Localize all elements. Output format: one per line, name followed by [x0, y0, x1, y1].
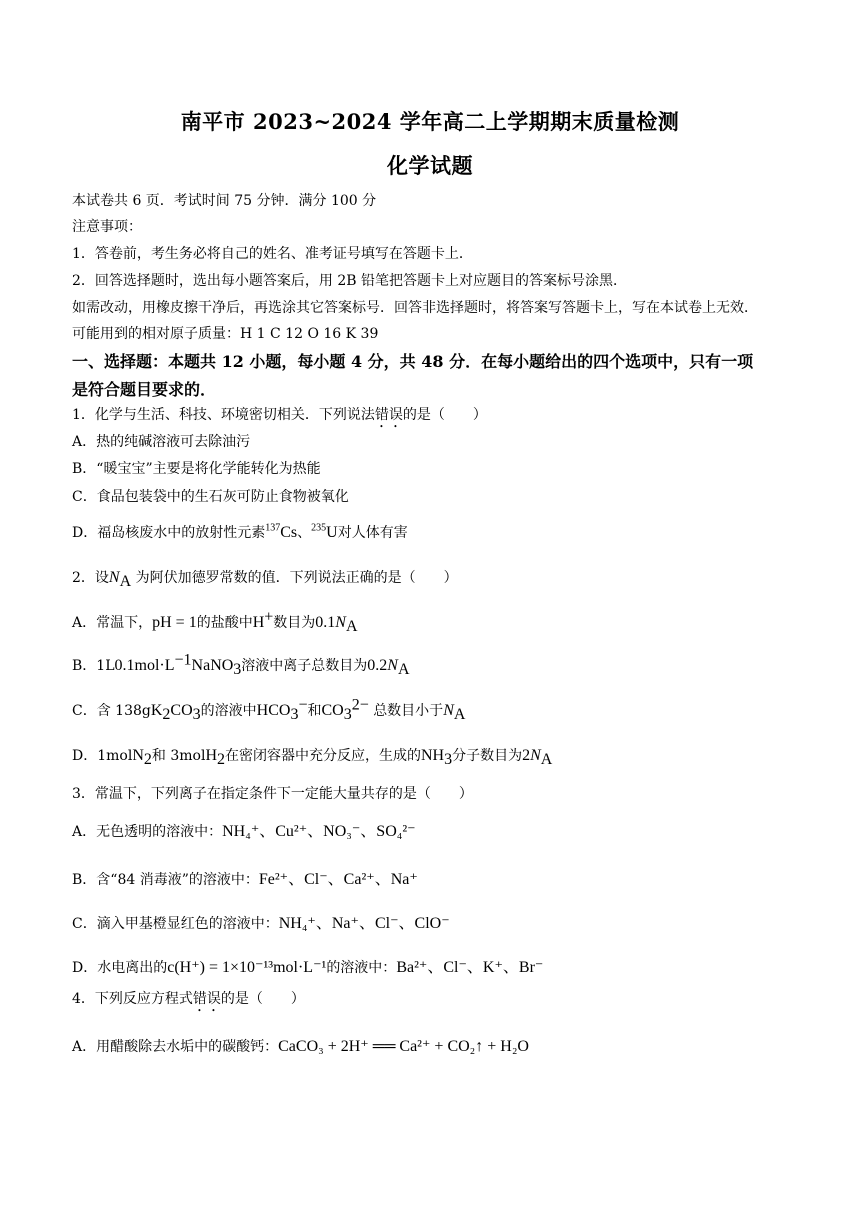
section-heading-line2: 是符合题目要求的．: [72, 380, 217, 399]
question-3-option-b: B．含“84 消毒液”的溶液中：Fe²⁺、Cl⁻、Ca²⁺、Na⁺: [72, 871, 418, 888]
question-4-option-a: A．用醋酸除去水垢中的碳酸钙：CaCO₃ + 2H⁺ ══ Ca²⁺ + CO₂↑ + H₂O: [72, 1038, 529, 1055]
question-4-stem: 4．下列反应方程式错误的是（ ）: [72, 991, 305, 1007]
notice-title: 注意事项：: [72, 219, 142, 235]
question-2-option-a: A．常温下，pH = 1的盐酸中H+数目为$0.1N_A$: [72, 608, 358, 635]
question-3-option-c: C．滴入甲基橙显红色的溶液中：NH₄⁺、Na⁺、Cl⁻、ClO⁻: [72, 915, 450, 932]
exam-subtitle: 化学试题: [387, 153, 473, 178]
emphasis-mark: 错误: [192, 991, 221, 1007]
section-heading-line1: 一、选择题：本题共 12 小题，每小题 4 分，共 48 分．在每小题给出的四个选项中，只有一项: [72, 352, 754, 371]
question-2-option-d: D．1molN$_2$和 3molH$_2$在密闭容器中充分反应，生成的$NH_3$分子数目为$2N_A$: [72, 747, 553, 768]
emphasis-mark: 错误: [374, 407, 403, 423]
question-3-stem: 3．常温下，下列离子在指定条件下一定能大量共存的是（ ）: [72, 786, 473, 802]
exam-info: 本试卷共 6 页．考试时间 75 分钟．满分 100 分: [72, 193, 377, 209]
notice-1: 1．答卷前，考生务必将自己的姓名、准考证号填写在答题卡上．: [72, 246, 473, 262]
question-1-option-a: A．热的纯碱溶液可去除油污: [72, 434, 251, 450]
notice-2: 2．回答选择题时，选出每小题答案后，用 2B 铅笔把答题卡上对应题目的答案标号涂黑．: [72, 273, 628, 289]
question-2-option-c: C．含 $138gK_2CO_3$的溶液中$HCO_3^-$和$CO_3^{2-}$ 总数目小于$N_A$: [72, 696, 466, 723]
exam-title: 南平市 2023~2024 学年高二上学期期末质量检测: [180, 109, 680, 134]
question-1-option-c: C．食品包装袋中的生石灰可防止食物被氧化: [72, 489, 349, 505]
question-1-stem: 1．化学与生活、科技、环境密切相关．下列说法错误的是（ ）: [72, 407, 487, 423]
question-2-stem: 2．设$N_A$ 为阿伏加德罗常数的值．下列说法正确的是（ ）: [72, 569, 458, 590]
question-3-option-d: D．水电离出的c(H⁺) = 1×10⁻¹³mol·L⁻¹的溶液中：Ba²⁺、Cl⁻、K⁺、Br⁻: [72, 959, 544, 976]
question-3-option-a: A．无色透明的溶液中：NH₄⁺、Cu²⁺、NO₃⁻、SO₄²⁻: [72, 823, 416, 840]
notice-3: 如需改动，用橡皮擦干净后，再选涂其它答案标号．回答非选择题时，将答案写答题卡上，写在本试卷上无效．: [72, 300, 758, 316]
question-1-option-d: D．福岛核废水中的放射性元素$^{137}$Cs、$^{235}$U对人体有害: [72, 522, 408, 541]
question-1-option-b: B．“暖宝宝”主要是将化学能转化为热能: [72, 461, 321, 477]
question-2-option-b: B．$1L0.1mol\cdot L^{-1}NaNO_3$溶液中离子总数目为$0.2N_A$: [72, 651, 410, 678]
atomic-mass-line: 可能用到的相对原子质量：H 1 C 12 O 16 K 39: [72, 326, 379, 342]
